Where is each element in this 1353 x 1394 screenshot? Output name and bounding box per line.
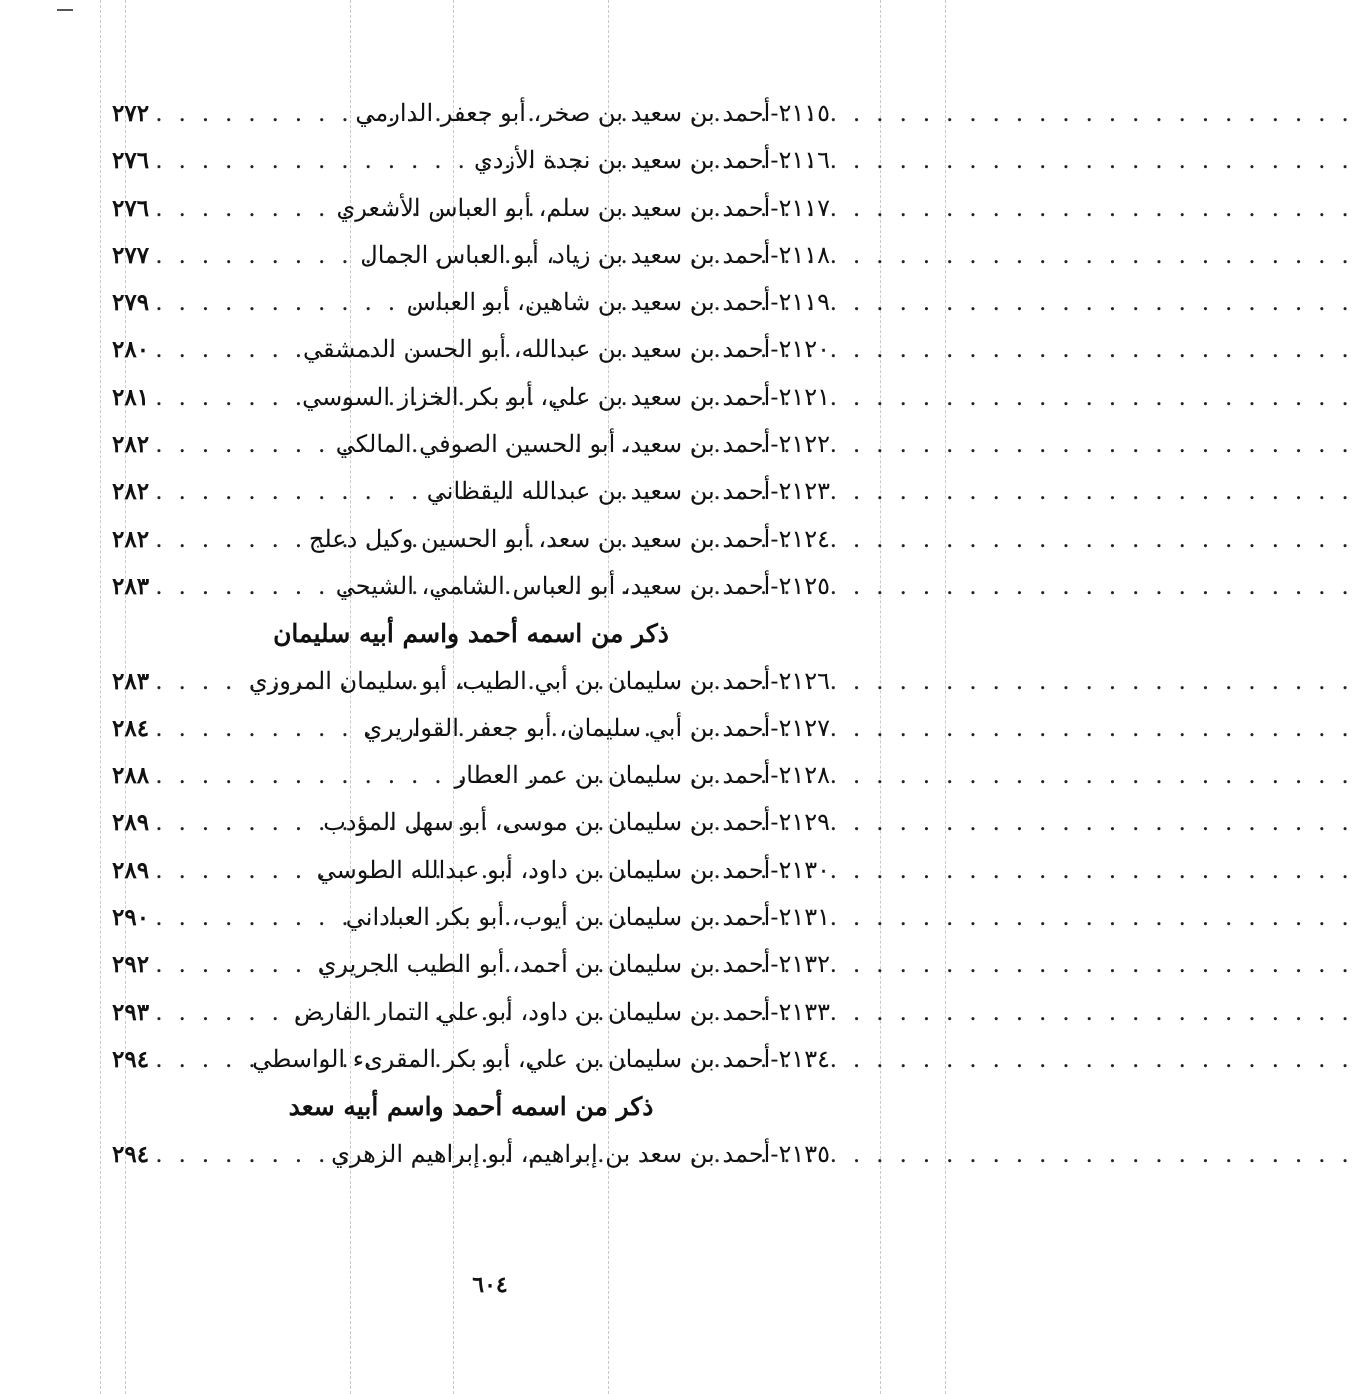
entry-number: ٢١٢٥- bbox=[770, 571, 830, 600]
entry-title: أحمد بن سعيد بن زياد، أبو العباس الجمال bbox=[360, 240, 771, 269]
dot-leader bbox=[155, 563, 330, 610]
entry-title: أحمد بن سعيد بن عبدالله، أبو الحسن الدمشقي bbox=[302, 335, 771, 364]
entry-number: ٢١٢٧- bbox=[770, 713, 830, 742]
toc-group-2 bbox=[112, 658, 830, 1084]
dot-leader bbox=[155, 989, 288, 1036]
entry-number: ٢١٢٨- bbox=[770, 761, 830, 790]
dot-leader bbox=[155, 894, 340, 941]
entry-page: ٢٨٠ bbox=[112, 336, 150, 364]
entry-number: ٢١٣٠- bbox=[770, 855, 830, 884]
entry-page: ٢٧٩ bbox=[112, 289, 150, 317]
entry-number: ٢١٢٣- bbox=[770, 477, 830, 506]
toc-entry bbox=[112, 658, 830, 705]
section-heading: ذكر من اسمه أحمد واسم أبيه سعد bbox=[288, 1092, 654, 1122]
entry-title: أحمد بن سعد بن إبراهيم، أبو إبراهيم الزهري bbox=[331, 1139, 771, 1168]
entry-number: ٢١٣٣- bbox=[770, 997, 830, 1026]
dot-leader bbox=[155, 279, 401, 326]
entry-page: ٢٨٣ bbox=[112, 572, 150, 600]
entry-title: أحمد بن سليمان بن موسى، أبو سهل المؤدب bbox=[323, 808, 771, 837]
entry-title: أحمد بن سليمان بن داود، أبو عبدالله الطوسي bbox=[316, 855, 771, 884]
toc-entry bbox=[112, 1131, 830, 1178]
entry-number: ٢١٢٩- bbox=[770, 808, 830, 837]
entry-title: أحمد بن أبي سليمان، أبو جعفر القواريري bbox=[363, 713, 771, 742]
entry-page: ٢٨٩ bbox=[112, 856, 150, 884]
entry-number: ٢١١٥- bbox=[770, 99, 830, 127]
toc-group-3 bbox=[112, 1131, 830, 1178]
toc-entry bbox=[112, 421, 830, 468]
entry-title: أحمد بن سليمان بن أحمد، أبو الطيب الجريري bbox=[317, 950, 771, 979]
section-heading: ذكر من اسمه أحمد واسم أبيه سليمان bbox=[273, 619, 669, 649]
entry-number: ٢١٢٦- bbox=[770, 666, 830, 695]
entry-page: ٢٩٢ bbox=[112, 951, 150, 979]
entry-number: ٢١٢٠- bbox=[770, 335, 830, 364]
toc-entry bbox=[112, 894, 830, 941]
entry-number: ٢١١٨- bbox=[770, 240, 830, 269]
entry-number: ٢١٢٢- bbox=[770, 430, 830, 459]
entry-title: أحمد بن سعيد بن نجدة الأزدي bbox=[474, 146, 771, 175]
entry-title: أحمد بن سليمان بن داود، أبو علي التمار الفارض bbox=[293, 997, 771, 1026]
entry-title: أحمد بن سعيد، أبو العباس الشامي، الشيحي bbox=[335, 571, 771, 600]
entry-page: ٢٨٩ bbox=[112, 809, 150, 837]
guide-line bbox=[100, 0, 101, 1394]
entry-number: ٢١٣٤- bbox=[770, 1044, 830, 1073]
entry-title: أحمد بن سعيد بن شاهين، أبو العباس bbox=[406, 288, 771, 317]
dot-leader bbox=[155, 516, 303, 563]
entry-number: ٢١٣٢- bbox=[770, 950, 830, 979]
entry-title: أحمد بن سليمان بن علي، أبو بكر المقرىء الواسطي bbox=[252, 1044, 771, 1073]
toc-entry bbox=[112, 563, 830, 610]
toc-entry bbox=[112, 185, 830, 232]
dot-leader bbox=[155, 752, 449, 799]
toc-entry bbox=[112, 279, 830, 326]
entry-number: ٢١٢٤- bbox=[770, 524, 830, 553]
entry-number: ٢١٣١- bbox=[770, 903, 830, 932]
dot-leader bbox=[155, 941, 312, 988]
entry-page: ٢٨٨ bbox=[112, 762, 150, 790]
entry-page: ٢٩٣ bbox=[112, 998, 150, 1026]
entry-title: أحمد بن سعيد بن عبدالله اليقظاني bbox=[426, 477, 771, 506]
dot-leader bbox=[155, 1036, 246, 1083]
entry-page: ٢٩٠ bbox=[112, 904, 150, 932]
toc-entry bbox=[112, 232, 830, 279]
dot-leader bbox=[155, 90, 349, 137]
toc-entry bbox=[112, 752, 830, 799]
corner-mark bbox=[57, 9, 73, 11]
entry-page: ٢٧٢ bbox=[112, 100, 150, 127]
dot-leader bbox=[155, 374, 296, 421]
table-of-contents bbox=[112, 90, 830, 1178]
dot-leader bbox=[155, 232, 354, 279]
toc-entry bbox=[112, 137, 830, 184]
dot-leader bbox=[155, 137, 468, 184]
toc-entry bbox=[112, 516, 830, 563]
entry-page: ٢٨٢ bbox=[112, 525, 150, 553]
entry-page: ٢٨٣ bbox=[112, 667, 150, 695]
dot-leader bbox=[155, 326, 297, 373]
entry-title: أحمد بن سعيد بن سعد، أبو الحسين وكيل دعلج bbox=[308, 524, 771, 553]
toc-group-1 bbox=[112, 90, 830, 610]
entry-page: ٢٨٢ bbox=[112, 431, 150, 459]
entry-page: ٢٧٦ bbox=[112, 194, 150, 222]
entry-number: ٢١١٩- bbox=[770, 288, 830, 317]
toc-entry bbox=[112, 326, 830, 373]
toc-entry bbox=[112, 90, 830, 137]
entry-number: ٢١١٦- bbox=[770, 146, 830, 175]
entry-page: ٢٧٦ bbox=[112, 147, 150, 175]
entry-title: أحمد بن سليمان بن أبي الطيب، أبو سليمان المروزي bbox=[248, 666, 771, 695]
dot-leader bbox=[155, 658, 243, 705]
entry-title: أحمد بن سليمان بن أيوب، أبو بكر العباداني bbox=[345, 903, 771, 932]
entry-page: ٢٩٤ bbox=[112, 1045, 150, 1073]
toc-entry bbox=[112, 468, 830, 515]
dot-leader bbox=[155, 847, 311, 894]
dot-leader bbox=[155, 421, 330, 468]
toc-entry bbox=[112, 941, 830, 988]
toc-entry bbox=[112, 799, 830, 846]
entry-page: ٢٧٧ bbox=[112, 241, 150, 269]
dot-leader bbox=[155, 468, 421, 515]
entry-number: ٢١٣٥- bbox=[770, 1139, 830, 1168]
dot-leader bbox=[155, 185, 330, 232]
dot-leader bbox=[155, 799, 317, 846]
toc-entry bbox=[112, 374, 830, 421]
dot-leader bbox=[155, 705, 357, 752]
entry-title: أحمد بن سعيد بن علي، أبو بكر الخزاز السوسي bbox=[302, 382, 771, 411]
toc-entry bbox=[112, 847, 830, 894]
toc-entry bbox=[112, 705, 830, 752]
entry-title: أحمد بن سعيد، أبو الحسين الصوفي المالكي bbox=[335, 430, 771, 459]
toc-entry bbox=[112, 1036, 830, 1083]
entry-number: ٢١١٧- bbox=[770, 193, 830, 222]
toc-entry bbox=[112, 989, 830, 1036]
dot-leader bbox=[155, 1131, 325, 1178]
entry-page: ٢٨٤ bbox=[112, 714, 150, 742]
entry-title: أحمد بن سعيد بن سلم، أبو العباس الأشعري bbox=[336, 193, 771, 222]
entry-page: ٢٨١ bbox=[112, 383, 150, 411]
entry-number: ٢١٢١- bbox=[770, 382, 830, 411]
entry-page: ٢٩٤ bbox=[112, 1140, 150, 1168]
page-number: ٦٠٤ bbox=[472, 1272, 508, 1298]
entry-title: أحمد بن سعيد بن صخر، أبو جعفر الدارمي bbox=[355, 99, 771, 127]
entry-title: أحمد بن سليمان بن عمر العطار bbox=[454, 761, 771, 790]
entry-page: ٢٨٢ bbox=[112, 478, 150, 506]
